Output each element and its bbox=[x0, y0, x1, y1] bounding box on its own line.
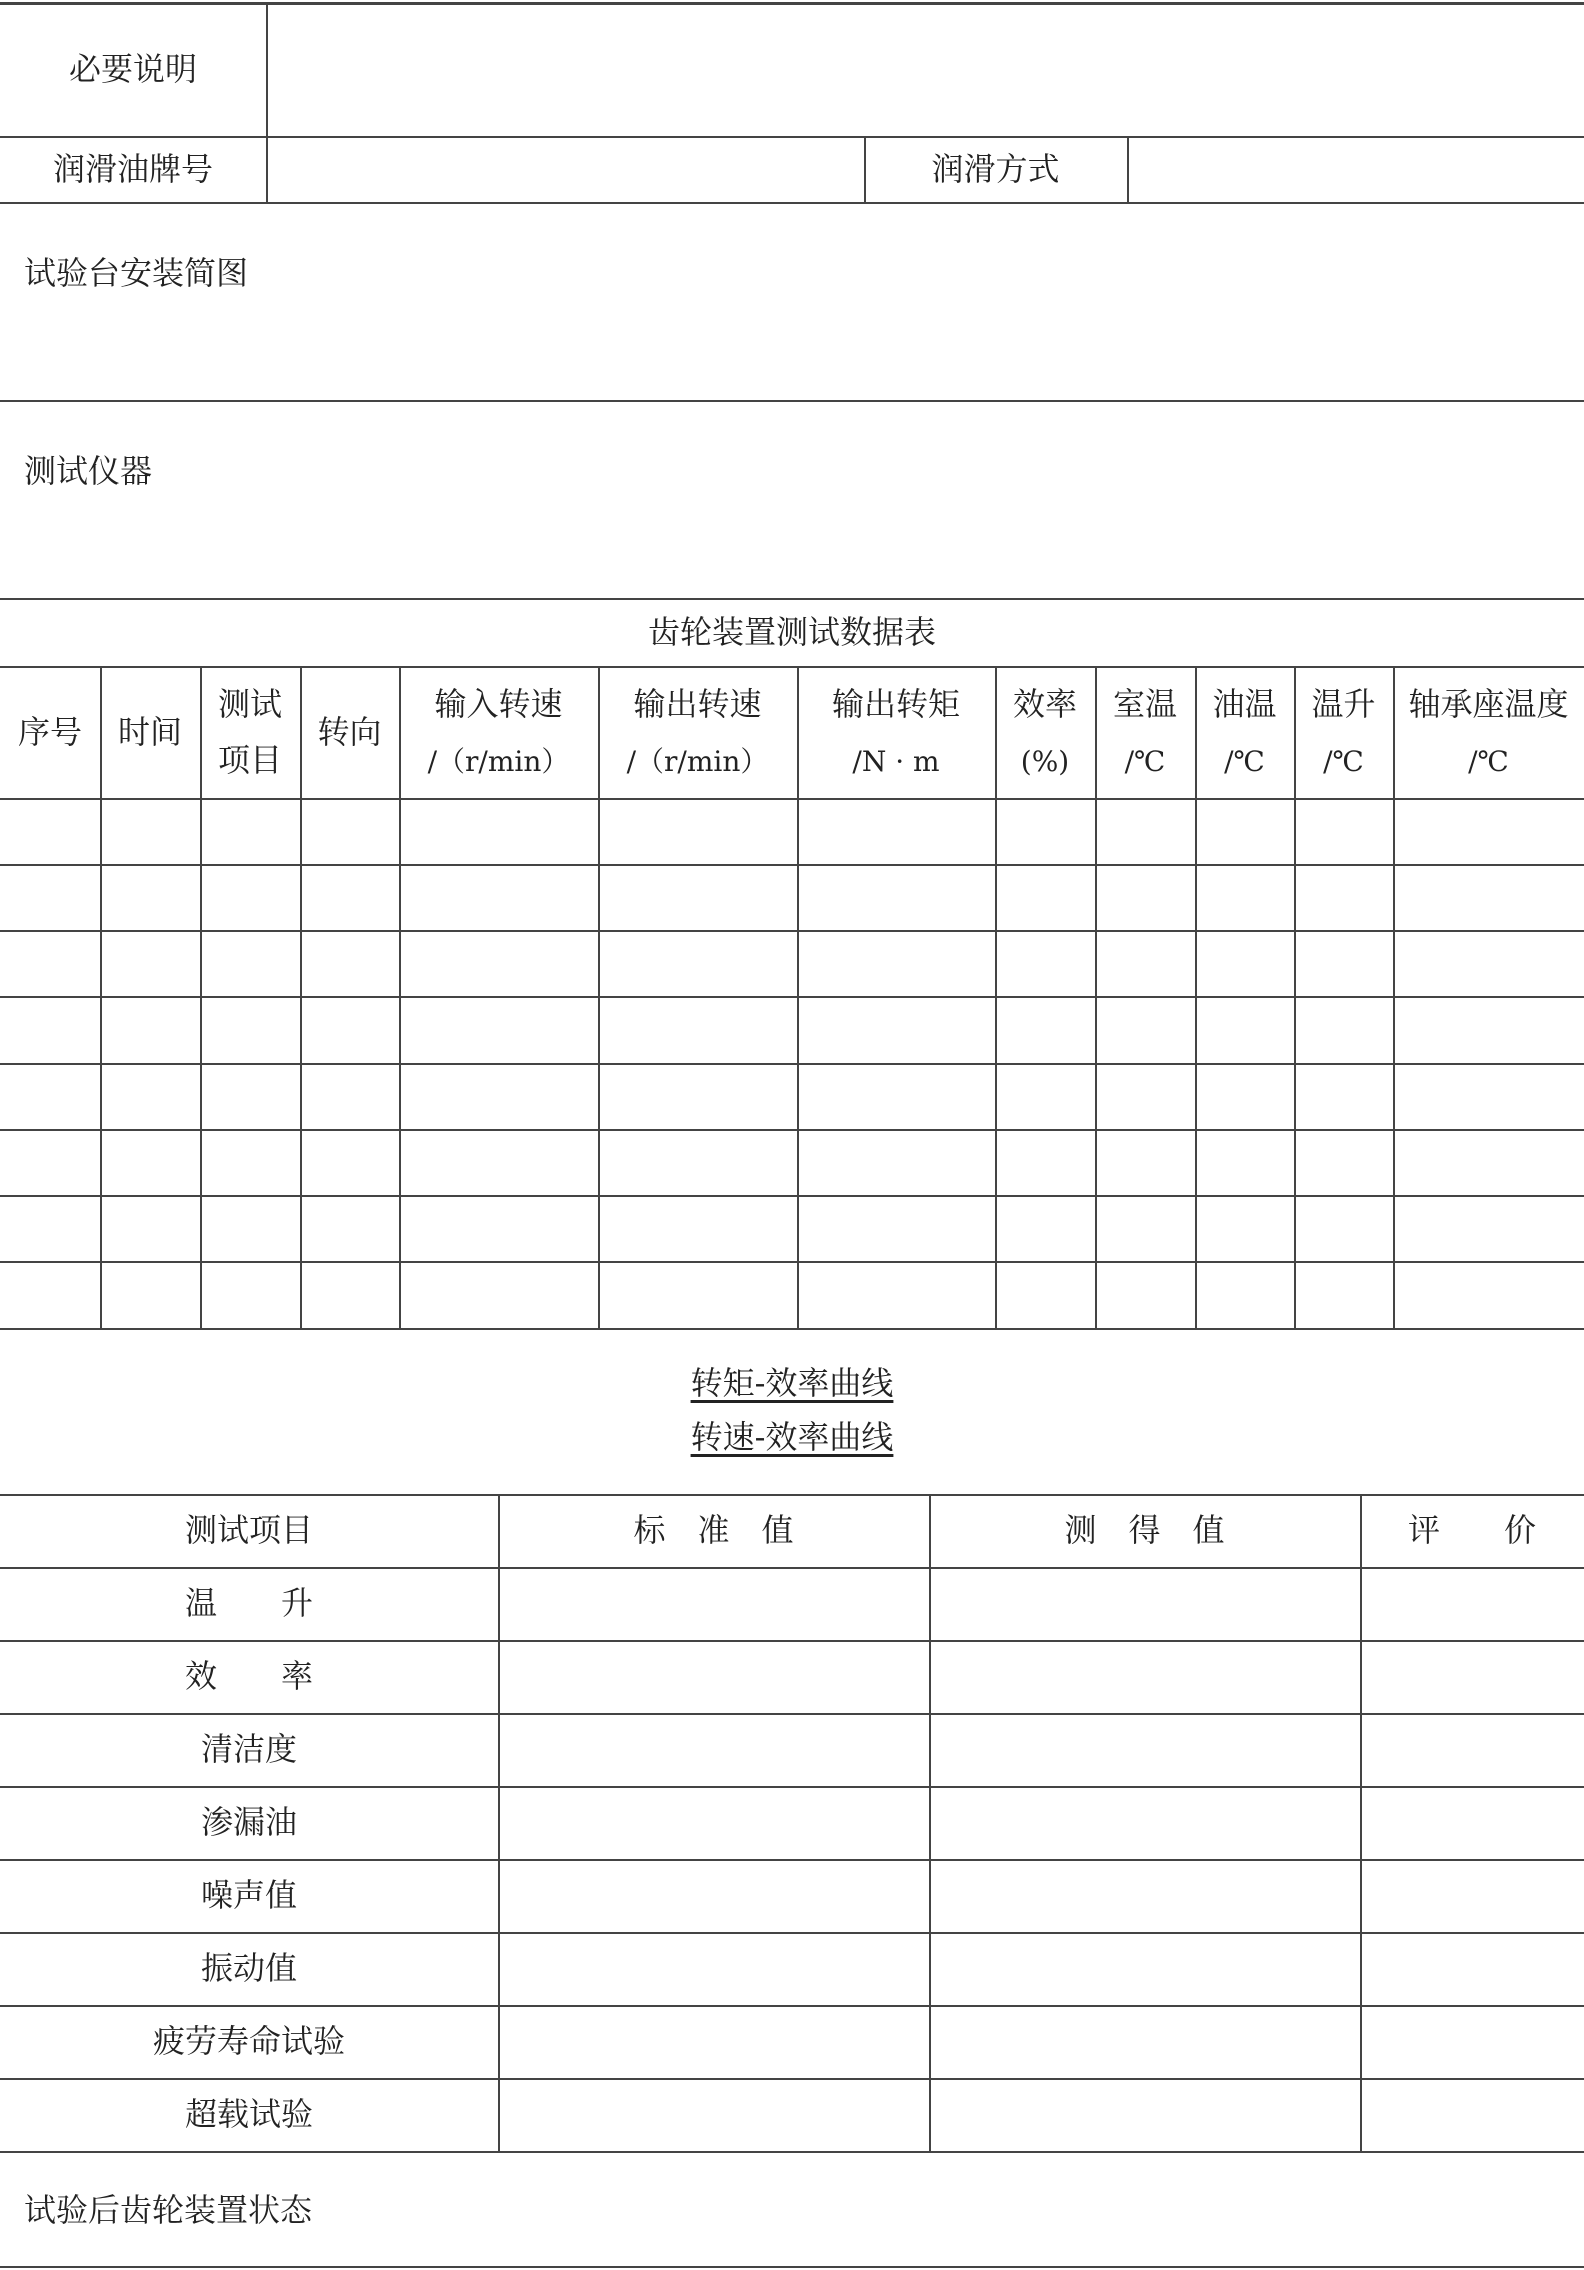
eval-row-label: 清洁度 bbox=[200, 1730, 297, 1769]
torque-efficiency-curve-title: 转矩-效率曲线 bbox=[690, 1363, 894, 1402]
col-header-room-temp: 室温 /℃ bbox=[1112, 685, 1177, 778]
rule bbox=[0, 798, 1584, 800]
test-instruments-label: 测试仪器 bbox=[24, 452, 153, 490]
eval-row-label: 噪声值 bbox=[200, 1876, 297, 1915]
rule bbox=[797, 666, 799, 1328]
rule bbox=[598, 666, 600, 1328]
lube-method-label: 润滑方式 bbox=[931, 149, 1060, 188]
rule bbox=[1095, 666, 1097, 1328]
rule bbox=[0, 1328, 1584, 1330]
eval-header-evaluation: 评 价 bbox=[1407, 1511, 1536, 1550]
data-table-title: 齿轮装置测试数据表 bbox=[647, 612, 936, 651]
rule bbox=[0, 930, 1584, 932]
rule bbox=[300, 666, 302, 1328]
col-header-temp-rise: 温升 /℃ bbox=[1311, 685, 1376, 778]
rule bbox=[0, 400, 1584, 402]
rule bbox=[0, 996, 1584, 998]
speed-efficiency-curve-title: 转速-效率曲线 bbox=[690, 1417, 894, 1456]
rule bbox=[399, 666, 401, 1328]
col-header-direction: 转向 bbox=[317, 713, 382, 751]
col-header-efficiency: 效率 (%) bbox=[1012, 685, 1077, 778]
col-header-bearing-temp: 轴承座温度 /℃ bbox=[1408, 685, 1569, 778]
col-header-output-torque: 输出转矩 /N · m bbox=[831, 685, 960, 778]
eval-row-label: 效 率 bbox=[184, 1657, 313, 1696]
rule bbox=[0, 2266, 1584, 2268]
eval-header-standard-value: 标 准 值 bbox=[633, 1511, 794, 1550]
lube-oil-label: 润滑油牌号 bbox=[52, 149, 213, 188]
col-header-input-speed: 输入转速 /（r/min） bbox=[427, 685, 570, 778]
rule bbox=[995, 666, 997, 1328]
rule bbox=[1195, 666, 1197, 1328]
col-header-oil-temp: 油温 /℃ bbox=[1212, 685, 1277, 778]
rule bbox=[0, 2151, 1584, 2153]
rule bbox=[0, 1261, 1584, 1263]
eval-row-label: 超载试验 bbox=[184, 2095, 313, 2134]
eval-row-label: 疲劳寿命试验 bbox=[152, 2022, 345, 2061]
rule bbox=[0, 1063, 1584, 1065]
rule bbox=[0, 202, 1584, 204]
eval-row-label: 渗漏油 bbox=[200, 1803, 297, 1842]
eval-row-label: 振动值 bbox=[200, 1949, 297, 1988]
required-note-label: 必要说明 bbox=[68, 49, 197, 88]
col-header-output-speed: 输出转速 /（r/min） bbox=[626, 685, 769, 778]
rule bbox=[200, 666, 202, 1328]
rule bbox=[1360, 1494, 1362, 2151]
rule bbox=[1393, 666, 1395, 1328]
rule bbox=[1294, 666, 1296, 1328]
rule bbox=[0, 864, 1584, 866]
rule bbox=[0, 1129, 1584, 1131]
rule bbox=[929, 1494, 931, 2151]
rule bbox=[0, 1195, 1584, 1197]
rule bbox=[266, 2, 268, 202]
rule bbox=[1127, 136, 1129, 202]
post-test-state-label: 试验后齿轮装置状态 bbox=[24, 2191, 313, 2229]
eval-row-label: 温 升 bbox=[184, 1584, 313, 1623]
col-header-index: 序号 bbox=[17, 713, 82, 751]
eval-header-test-item: 测试项目 bbox=[184, 1511, 313, 1550]
rule bbox=[100, 666, 102, 1328]
installation-diagram-label: 试验台安装简图 bbox=[24, 254, 249, 292]
rule bbox=[498, 1494, 500, 2151]
col-header-time: 时间 bbox=[117, 713, 182, 751]
eval-header-measured-value: 测 得 值 bbox=[1064, 1511, 1225, 1550]
col-header-test-item: 测试 项目 bbox=[217, 685, 282, 779]
